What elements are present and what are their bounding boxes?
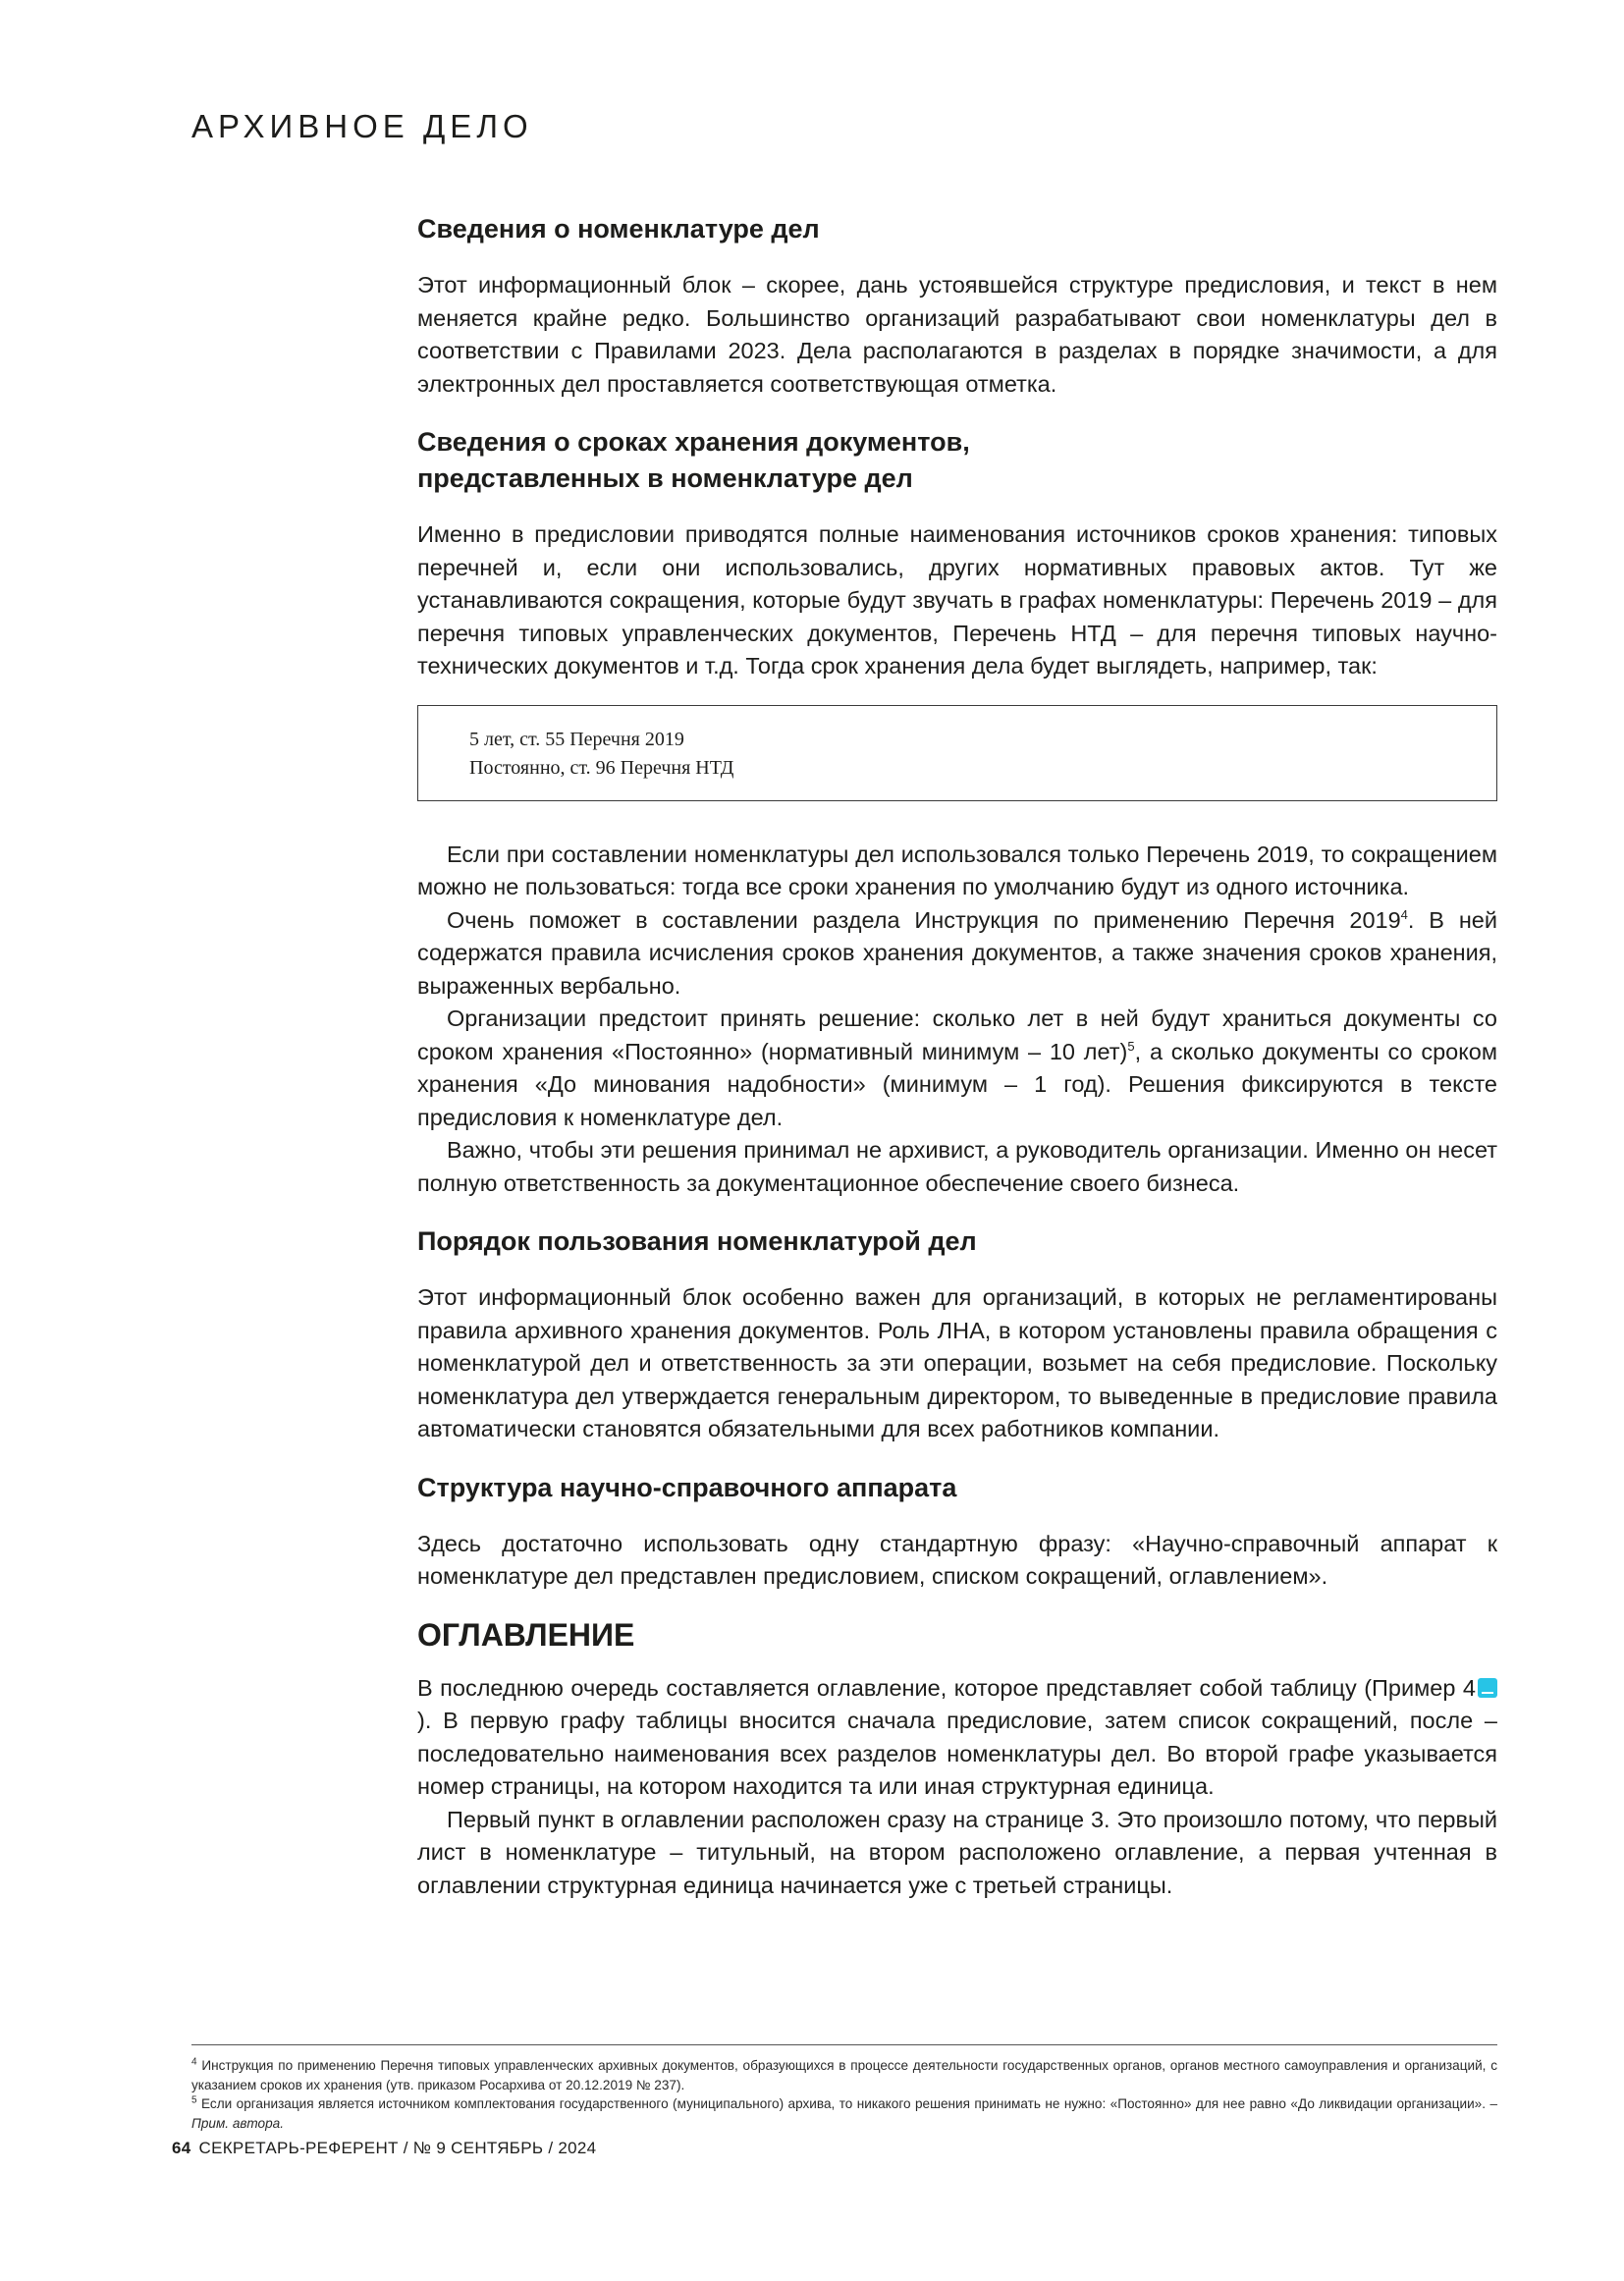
paragraph (417, 904, 1497, 1004)
paragraph: Этот информационный блок – скорее, дань устоявшейся структуре предисловия, и текст в нем меняется крайне редко. Большинство организаций разрабатывают свои номенклатуры дел в соответствии с Правилами 2023. Дела располагаются в разделах в порядке значимости, а для электронных дел проставляется соответствующая отметка. (417, 272, 1497, 397)
paragraph (417, 1672, 1497, 1804)
section-heading-reference-apparatus: Структура научно-справочного аппарата (417, 1472, 957, 1502)
footnote-divider (191, 2044, 1497, 2045)
document-link-icon[interactable] (1478, 1678, 1497, 1698)
paragraph: Первый пункт в оглавлении расположен сразу на странице 3. Это произошло потому, что первый лист в номенклатуре – титульный, на втором расположено оглавление, а первая учтенная в оглавлении структурная единица начинается уже с третьей страницы. (417, 1806, 1497, 1898)
heading-line: представленных в номенклатуре дел (417, 463, 913, 493)
heading-line: Сведения о сроках хранения документов, (417, 427, 970, 457)
footnotes (191, 2056, 1497, 2133)
example-line: 5 лет, ст. 55 Перечня 2019 (469, 728, 684, 750)
footnote-4 (191, 2056, 1497, 2094)
paragraph: Важно, чтобы эти решения принимал не архивист, а руководитель организации. Именно он несет полную ответственность за документационное обеспечение своего бизнеса. (417, 1137, 1497, 1196)
page-number: 64 (172, 2139, 191, 2157)
text-run: Организации предстоит принять решение: сколько лет в ней будут храниться документы со сроком хранения «Постоянно» (нормативный минимум – 10 лет) (417, 1005, 1497, 1064)
page-footer (172, 2139, 596, 2158)
example-line: Постоянно, ст. 96 Перечня НТД (469, 756, 734, 779)
footnote-number: 5 (191, 2094, 197, 2106)
text-run: Очень поможет в составлении раздела Инструкция по применению Перечня 2019 (447, 906, 1401, 933)
section-heading-contents: ОГЛАВЛЕНИЕ (417, 1616, 635, 1653)
paragraph: Этот информационный блок особенно важен для организаций, в которых не регламентированы правила архивного хранения документов. Роль ЛНА, в котором установлены правила обращения с номенклатурой дел и ответственность за эти операции, возьмет на себя предисловие. Поскольку номенклатура дел утверждается генеральным директором, то выведенные в предисловие правила автоматически становятся обязательными для всех работников компании. (417, 1284, 1497, 1441)
footnote-text: Если организация является источником комплектования государственного (муниципального) архива, то никакого решения принимать не нужно: «Постоянно» для нее равно «До ликвидации организации». (200, 2096, 1487, 2111)
text-run: ). В первую графу таблицы вносится сначала предисловие, затем список сокращений, после – последовательно наименования всех разделов номенклатуры дел. Во второй графе указывается номер страницы, на котором находится та или иная структурная единица. (417, 1708, 1497, 1799)
paragraph: Здесь достаточно использовать одну стандартную фразу: «Научно-справочный аппарат к номенклатуре дел представлен предисловием, списком сокращений, оглавлением». (417, 1530, 1497, 1589)
paragraph: Если при составлении номенклатуры дел использовался только Перечень 2019, то сокращением можно не пользоваться: тогда все сроки хранения по умолчанию будут из одного источника. (417, 841, 1497, 899)
running-head: АРХИВНОЕ ДЕЛО (191, 108, 533, 144)
article-body (417, 211, 1497, 1902)
text-run: , а сколько документы со сроком хранения «До минования надобности» (минимум – 1 год). Решения фиксируются в тексте предисловия к номенклатуре дел. (417, 1038, 1497, 1130)
footnote-ref-4[interactable]: 4 (1400, 906, 1408, 922)
text-run: . В ней содержатся правила исчисления сроков хранения документов, а также значения сроков хранения, выраженных вербально. (417, 906, 1497, 999)
footnote-ref-5[interactable]: 5 (1127, 1038, 1135, 1054)
section-heading-storage-periods (417, 424, 1497, 497)
text-run: В последнюю очередь составляется оглавление, которое представляет собой таблицу (Пример 4 (417, 1674, 1476, 1701)
author-note: – Прим. автора. (191, 2096, 1498, 2131)
footnote-text: Инструкция по применению Перечня типовых управленческих архивных документов, образующихся в процессе деятельности государственных органов, органов местного самоуправления и организаций, с указанием сроков их хранения (утв. приказом Росархива от 20.12.2019 № 237). (191, 2058, 1497, 2092)
paragraph: Именно в предисловии приводятся полные наименования источников сроков хранения: типовых перечней и, если они использовались, других нормативных правовых актов. Тут же устанавливаются сокращения, которые будут звучать в графах номенклатуры: Перечень 2019 – для перечня типовых управленческих документов, Перечень НТД – для перечня типовых научно-технических документов и т.д. Тогда срок хранения дела будет выглядеть, например, так: (417, 521, 1497, 679)
paragraph (417, 1003, 1497, 1134)
section-heading-usage-order: Порядок пользования номенклатурой дел (417, 1226, 977, 1256)
section-heading-nomenclature-info: Сведения о номенклатуре дел (417, 214, 820, 244)
example-box (417, 705, 1497, 801)
footnote-number: 4 (191, 2056, 197, 2068)
footnote-5 (191, 2094, 1497, 2133)
publication-name: СЕКРЕТАРЬ-РЕФЕРЕНТ / № 9 СЕНТЯБРЬ / 2024 (198, 2139, 597, 2157)
